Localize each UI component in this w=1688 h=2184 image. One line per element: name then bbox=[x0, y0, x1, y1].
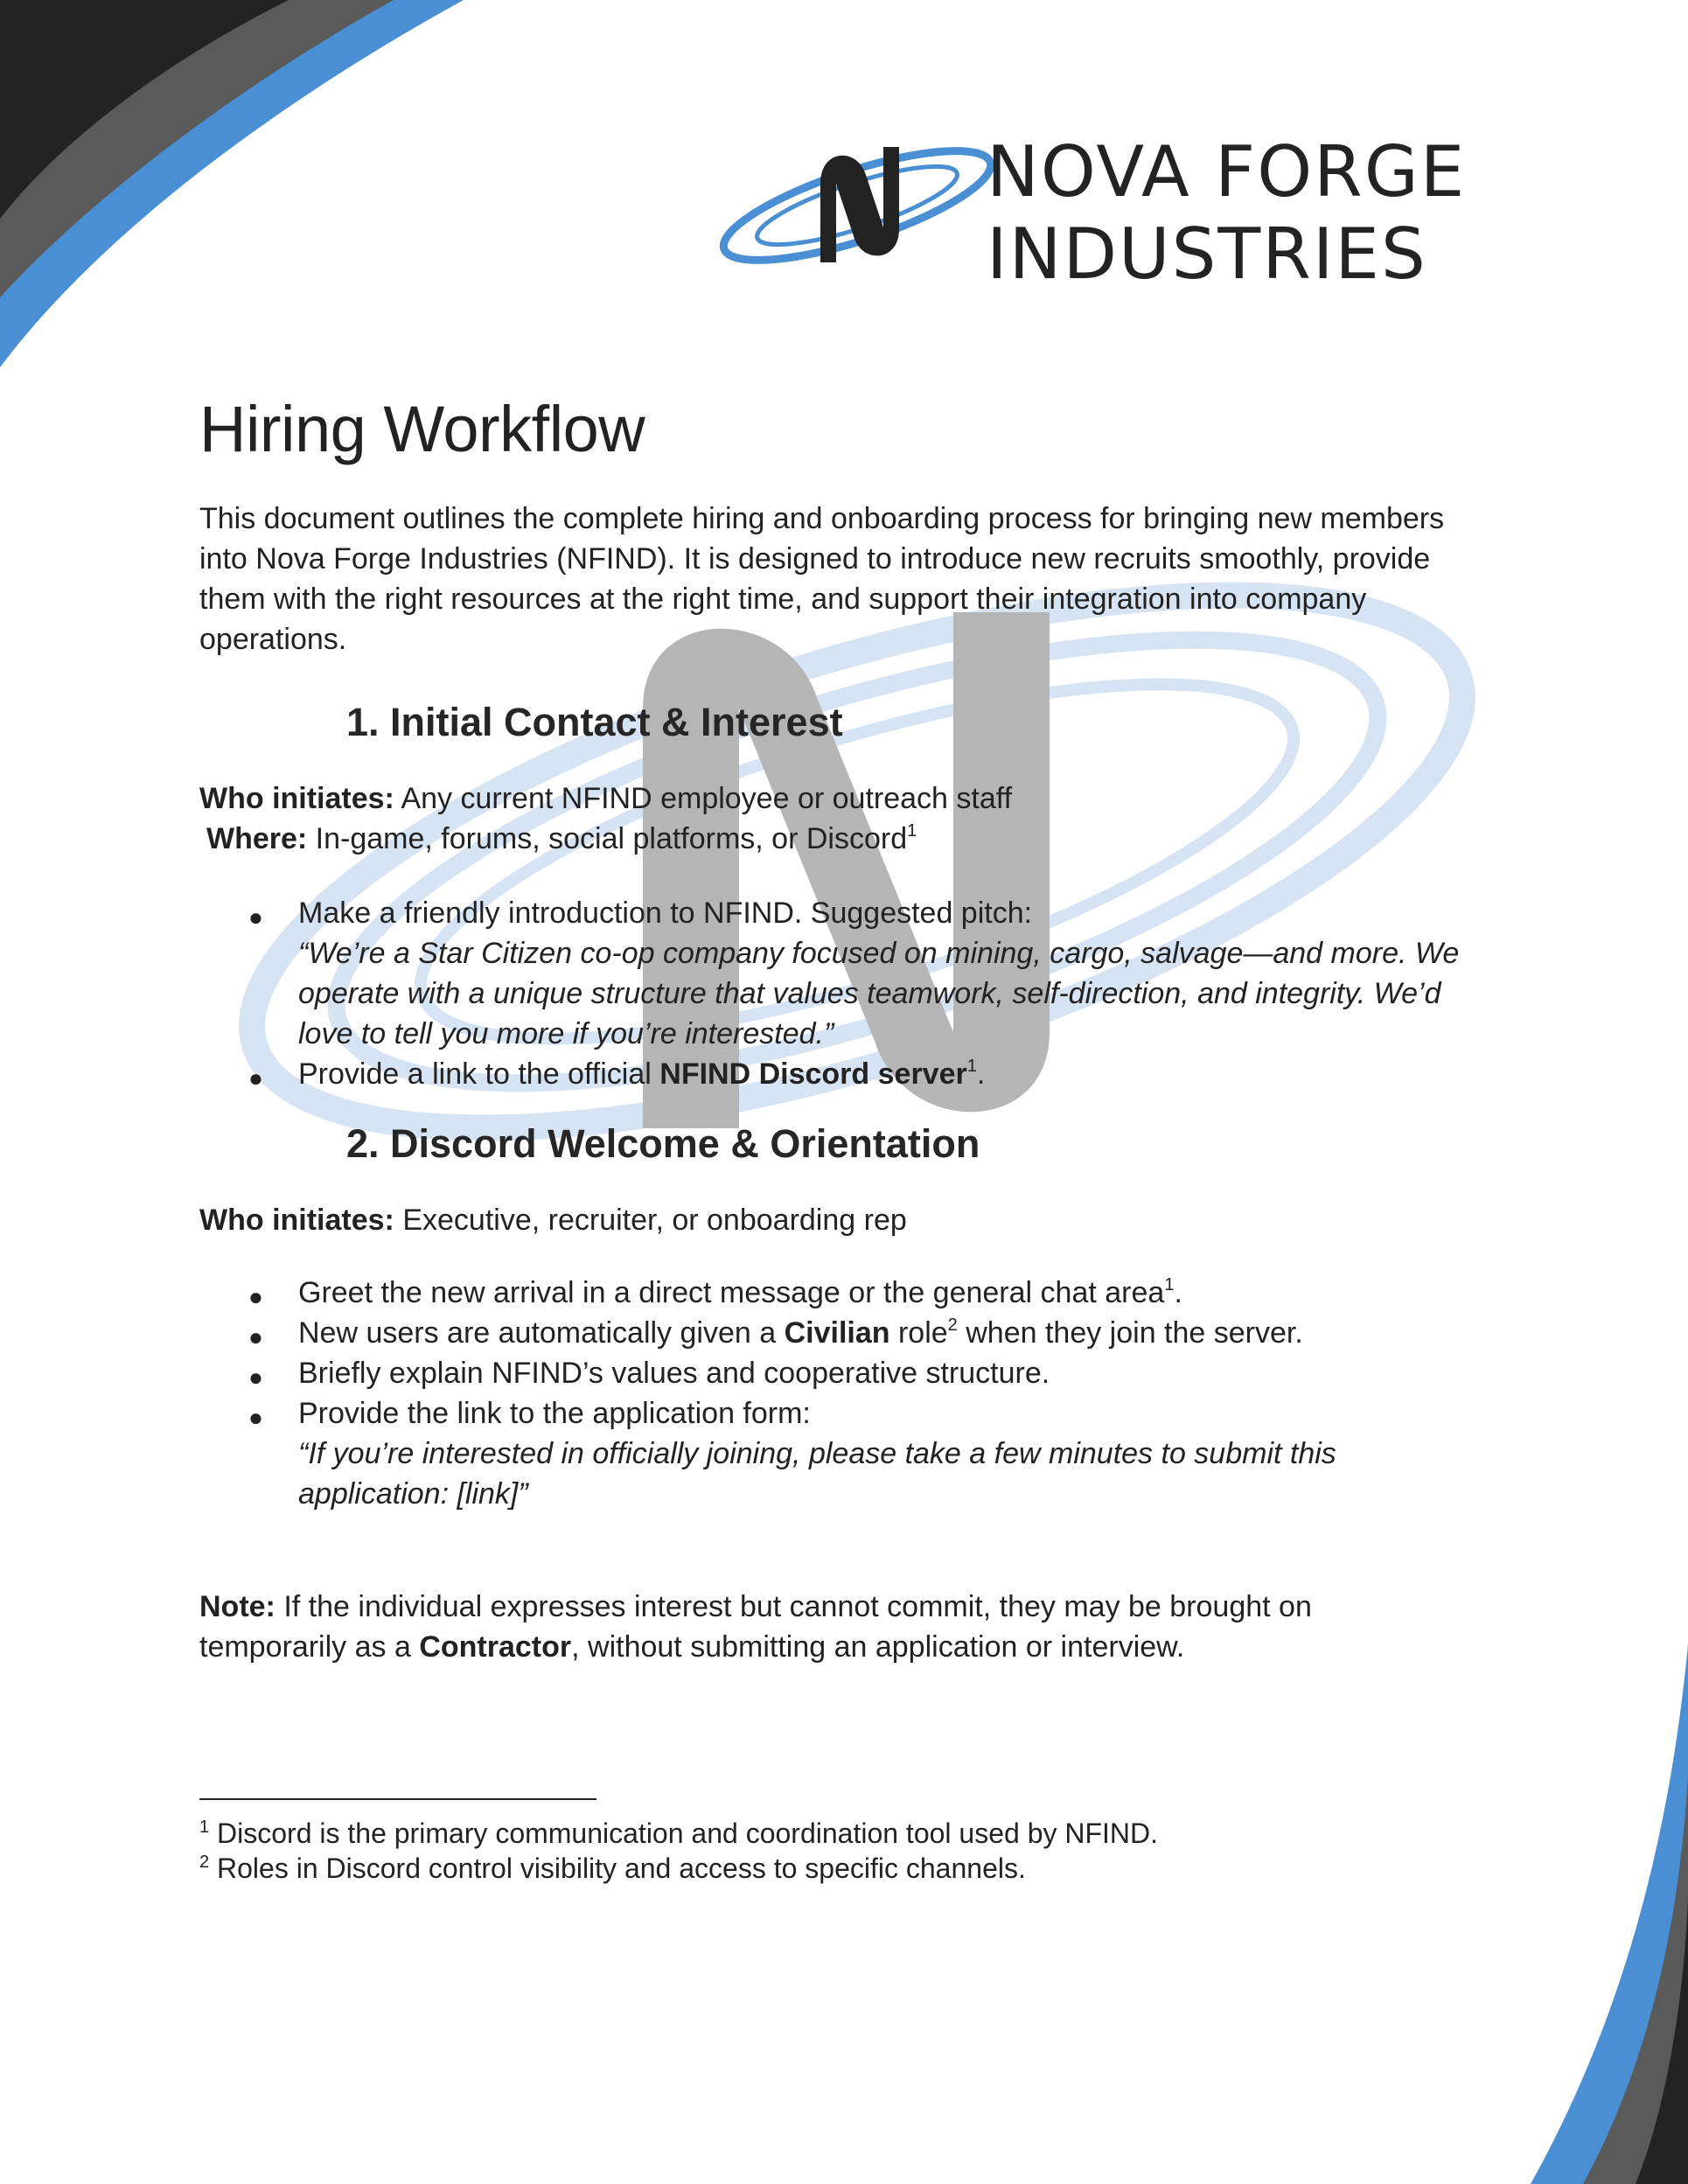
top-left-swoosh bbox=[0, 0, 464, 367]
intro-line: This document outlines the complete hiring and onboarding process for bringing new members bbox=[199, 502, 1445, 535]
s2-who-line bbox=[199, 1200, 1494, 1240]
s2-who-label: Who initiates: bbox=[199, 1204, 394, 1237]
intro-line: them with the right resources at the right time, and support their integration into company bbox=[199, 583, 1367, 616]
s2-application-quote: application: [link]” bbox=[298, 1477, 528, 1511]
footnote-text: Discord is the primary communication and coordination tool used by NFIND. bbox=[209, 1818, 1159, 1849]
s1-pitch-line: operate with a unique structure that values teamwork, self-direction, and integrity. We’d bbox=[298, 977, 1441, 1010]
footnote-number: 1 bbox=[199, 1818, 210, 1837]
bottom-right-swoosh bbox=[1531, 1644, 1688, 2184]
bullet-icon: ● bbox=[248, 1404, 263, 1431]
bullet-icon: ● bbox=[248, 904, 263, 931]
bullet-icon: ● bbox=[248, 1064, 263, 1092]
footnote-ref: 1 bbox=[1164, 1275, 1175, 1294]
intro-line: operations. bbox=[199, 623, 347, 656]
s1-bullet-2-text: Provide a link to the official bbox=[298, 1057, 660, 1091]
bullet-icon: ● bbox=[248, 1323, 263, 1350]
s2-bullet-2-mid: role bbox=[889, 1316, 948, 1350]
note-line bbox=[199, 1587, 1494, 1627]
s1-where-line bbox=[206, 819, 1501, 859]
intro-line: into Nova Forge Industries (NFIND). It is designed to introduce new recruits smoothly, provide bbox=[199, 542, 1431, 576]
s2-bullet-1-end: . bbox=[1174, 1276, 1182, 1309]
s1-pitch-line: love to tell you more if you’re interested.” bbox=[298, 1017, 834, 1050]
footnote-number: 2 bbox=[199, 1853, 210, 1872]
company-name bbox=[987, 131, 1466, 296]
page-title: Hiring Workflow bbox=[199, 393, 645, 465]
s2-bullet-2-end: when they join the server. bbox=[957, 1316, 1303, 1350]
s2-bullet-4: Provide the link to the application form: bbox=[298, 1397, 811, 1430]
footnote-divider bbox=[199, 1798, 596, 1800]
discord-server-link-text: NFIND Discord server bbox=[659, 1057, 967, 1091]
s1-who-label: Who initiates: bbox=[199, 782, 394, 815]
company-name-line2: INDUSTRIES bbox=[987, 213, 1427, 295]
s2-bullet-2-text: New users are automatically given a bbox=[298, 1316, 785, 1350]
s1-pitch-line: “We’re a Star Citizen co-op company focused on mining, cargo, salvage—and more. We bbox=[298, 937, 1460, 970]
footnote-ref: 1 bbox=[907, 821, 917, 841]
s2-bullet-3: Briefly explain NFIND’s values and cooperative structure. bbox=[298, 1357, 1050, 1390]
bullet-icon: ● bbox=[248, 1283, 263, 1310]
s2-bullet-2 bbox=[298, 1313, 1505, 1353]
note-line bbox=[199, 1627, 1494, 1667]
section-2-heading: 2. Discord Welcome & Orientation bbox=[346, 1121, 980, 1166]
note-text: If the individual expresses interest but cannot commit, they may be brought on bbox=[275, 1590, 1312, 1623]
bullet-icon: ● bbox=[248, 1364, 263, 1391]
footnote-1 bbox=[199, 1816, 1158, 1851]
s1-where-value: In-game, forums, social platforms, or Discord bbox=[307, 822, 908, 855]
s1-bullet-1: Make a friendly introduction to NFIND. Suggested pitch: bbox=[298, 897, 1033, 930]
footnote-2 bbox=[199, 1851, 1026, 1886]
s2-bullet-1 bbox=[298, 1273, 1505, 1313]
note-text-end: , without submitting an application or interview. bbox=[571, 1630, 1185, 1664]
company-name-line1: NOVA FORGE bbox=[987, 131, 1467, 213]
contractor-text: Contractor bbox=[419, 1630, 572, 1664]
note-text: temporarily as a bbox=[199, 1630, 420, 1664]
s2-bullet-1-text: Greet the new arrival in a direct message or the general chat area bbox=[298, 1276, 1165, 1309]
s1-who-value: Any current NFIND employee or outreach staff bbox=[394, 782, 1013, 815]
s1-bullet-2 bbox=[298, 1054, 1505, 1094]
s1-who-line bbox=[199, 778, 1494, 819]
s2-application-quote: “If you’re interested in officially joining, please take a few minutes to submit this bbox=[298, 1437, 1336, 1470]
section-1-heading: 1. Initial Contact & Interest bbox=[346, 700, 843, 744]
civilian-role-text: Civilian bbox=[784, 1316, 890, 1350]
footnote-text: Roles in Discord control visibility and access to specific channels. bbox=[209, 1853, 1026, 1884]
footnote-ref: 1 bbox=[966, 1057, 977, 1076]
logo-mark bbox=[713, 129, 1001, 283]
footnote-ref: 2 bbox=[947, 1315, 958, 1335]
note-label: Note: bbox=[199, 1590, 276, 1623]
s1-bullet-2-end: . bbox=[976, 1057, 986, 1091]
s1-where-label: Where: bbox=[206, 822, 308, 855]
s2-who-value: Executive, recruiter, or onboarding rep bbox=[394, 1204, 907, 1237]
